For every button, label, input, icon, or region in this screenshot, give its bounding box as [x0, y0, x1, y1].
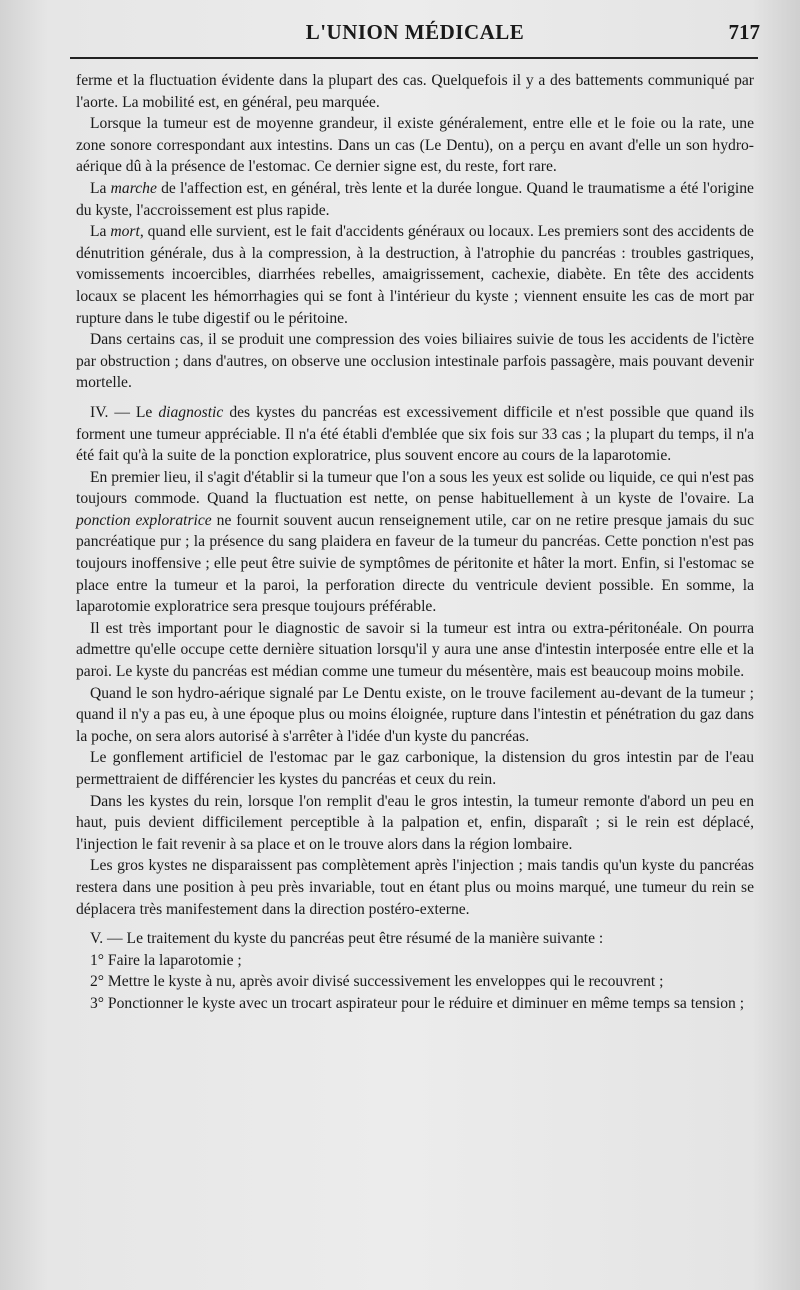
text-run: de l'affection est, en général, très lente et la durée longue. Quand le traumatisme a été l'origine du kyste, l'accroissement est plus rapide.	[76, 179, 754, 219]
text-run: 1° Faire la laparotomie ;	[90, 951, 242, 969]
text-run: 2° Mettre le kyste à nu, après avoir divisé successivement les enveloppes qui le recouvrent ;	[90, 973, 664, 991]
header-rule	[70, 57, 758, 59]
italic-term: diagnostic	[158, 403, 224, 421]
text-run: Lorsque la tumeur est de moyenne grandeur, il existe généralement, entre elle et le foie ou la rate, une zone sonore correspondant aux intestins. Dans un cas (Le Dentu), on a perçu en avant d'elle un son hydro-aérique dû à la présence de l'estomac. Ce dernier signe est, du reste, fort rare.	[76, 115, 754, 176]
paragraph-p12	[76, 855, 754, 920]
text-run: Les gros kystes ne disparaissent pas complètement après l'injection ; mais tandis qu'un kyste du pancréas restera dans une position à peu près invariable, tout en étant plus ou moins marqué, une tumeur du rein se déplacera très manifestement dans la direction postéro-externe.	[76, 857, 754, 918]
paragraph-p14	[76, 950, 754, 972]
text-run: 3° Ponctionner le kyste avec un trocart aspirateur pour le réduire et diminuer en même temps sa tension ;	[90, 994, 745, 1012]
paragraph-p13	[76, 928, 754, 950]
text-run: V. — Le traitement du kyste du pancréas peut être résumé de la manière suivante :	[90, 930, 604, 948]
paragraph-p11	[76, 791, 754, 856]
text-run: La	[90, 223, 111, 241]
paragraph-p4	[76, 221, 754, 329]
text-run: , quand elle survient, est le fait d'accidents généraux ou locaux. Les premiers sont des accidents de dénutrition générale, dus à la compression, à la destruction, à l'atrophie du pancréas : troubles gastriques, vomissements incoercibles, diarrhées rebelles, amaigrissement, cachexie, diabète. En tête des accidents locaux se placent les hémorrhagies qui se font à l'intérieur du kyste ; viennent ensuite les cas de mort par rupture dans le tube digestif ou le péritoine.	[76, 223, 754, 327]
text-run: Quand le son hydro-aérique signalé par Le Dentu existe, on le trouve facilement au-devant de la tumeur ; quand il n'y a pas eu, à une époque plus ou moins éloignée, rupture dans l'intestin et pénétration du gaz dans la poche, on sera alors autorisé à s'arrêter à l'idée d'un kyste du pancréas.	[76, 684, 754, 745]
text-run: IV. — Le	[90, 403, 159, 421]
text-run: En premier lieu, il s'agit d'établir si la tumeur que l'on a sous les yeux est solide ou liquide, ce qui n'est pas toujours commode. Quand la fluctuation est nette, on pense habituellement à un kyste de l'ovaire. La	[76, 468, 754, 508]
paragraph-p5	[76, 329, 754, 394]
paragraph-p6	[76, 402, 754, 467]
text-run: Il est très important pour le diagnostic de savoir si la tumeur est intra ou extra-péritonéale. On pourra admettre qu'elle occupe cette dernière situation lorsqu'il y aura une anse d'intestin interposée entre elle et la paroi. Le kyste du pancréas est médian comme une tumeur du mésentère, mais est beaucoup moins mobile.	[76, 619, 754, 681]
text-run: ne fournit souvent aucun renseignement utile, car on ne retire presque jamais du suc pancréatique pur ; la présence du sang plaidera en faveur de la tumeur du pancréas. Cette ponction n'est pas toujours inoffensive ; elle peut être suivie de symptômes de péritonite et hâter la mort. Enfin, si l'estomac se place entre la tumeur et la paroi, la perforation directe du ventricule devient possible. En somme, la laparotomie exploratrice sera presque toujours préférable.	[76, 511, 754, 616]
article-body	[76, 70, 754, 1015]
text-run: des kystes du pancréas est excessivement difficile et n'est possible que quand ils forment une tumeur appréciable. Il n'a été établi d'emblée que six fois sur 33 cas ; la plupart du temps, il n'a été fait qu'à la suite de la ponction exploratrice, plus souvent encore au cours de la laparotomie.	[76, 403, 755, 465]
text-run: Dans les kystes du rein, lorsque l'on remplit d'eau le gros intestin, la tumeur remonte d'abord un peu en haut, puis devient difficilement perceptible à la palpation et, enfin, disparaît ; si le rein est déplacé, l'injection le fait revenir à sa place et on le trouve alors dans la région lombaire.	[76, 792, 754, 853]
paragraph-p2	[76, 113, 754, 178]
paragraph-p8	[76, 618, 754, 683]
paragraph-p7	[76, 467, 754, 618]
paragraph-p16	[76, 993, 754, 1015]
text-run: Le gonflement artificiel de l'estomac par le gaz carbonique, la distension du gros intestin par de l'eau permettraient de différencier les kystes du pancréas et ceux du rein.	[76, 749, 754, 788]
paragraph-p10	[76, 747, 754, 790]
paragraph-p15	[76, 971, 754, 993]
text-run: La	[90, 179, 111, 197]
page-header	[70, 20, 760, 50]
italic-term: mort	[110, 223, 140, 241]
paragraph-p1	[76, 70, 754, 113]
text-run: Dans certains cas, il se produit une compression des voies biliaires suivie de tous les accidents de l'ictère par obstruction ; dans d'autres, on observe une occlusion intestinale parfois passagère, mais pouvant devenir mortelle.	[76, 331, 754, 392]
paragraph-p9	[76, 683, 754, 748]
text-run: ferme et la fluctuation évidente dans la plupart des cas. Quelquefois il y a des battements communiqué par l'aorte. La mobilité est, en général, peu marquée.	[76, 72, 754, 111]
italic-term: ponction exploratrice	[76, 511, 212, 529]
italic-term: marche	[110, 179, 157, 197]
page-number: 717	[728, 20, 760, 44]
running-title: L'UNION MÉDICALE	[305, 20, 525, 44]
paragraph-p3	[76, 178, 754, 221]
